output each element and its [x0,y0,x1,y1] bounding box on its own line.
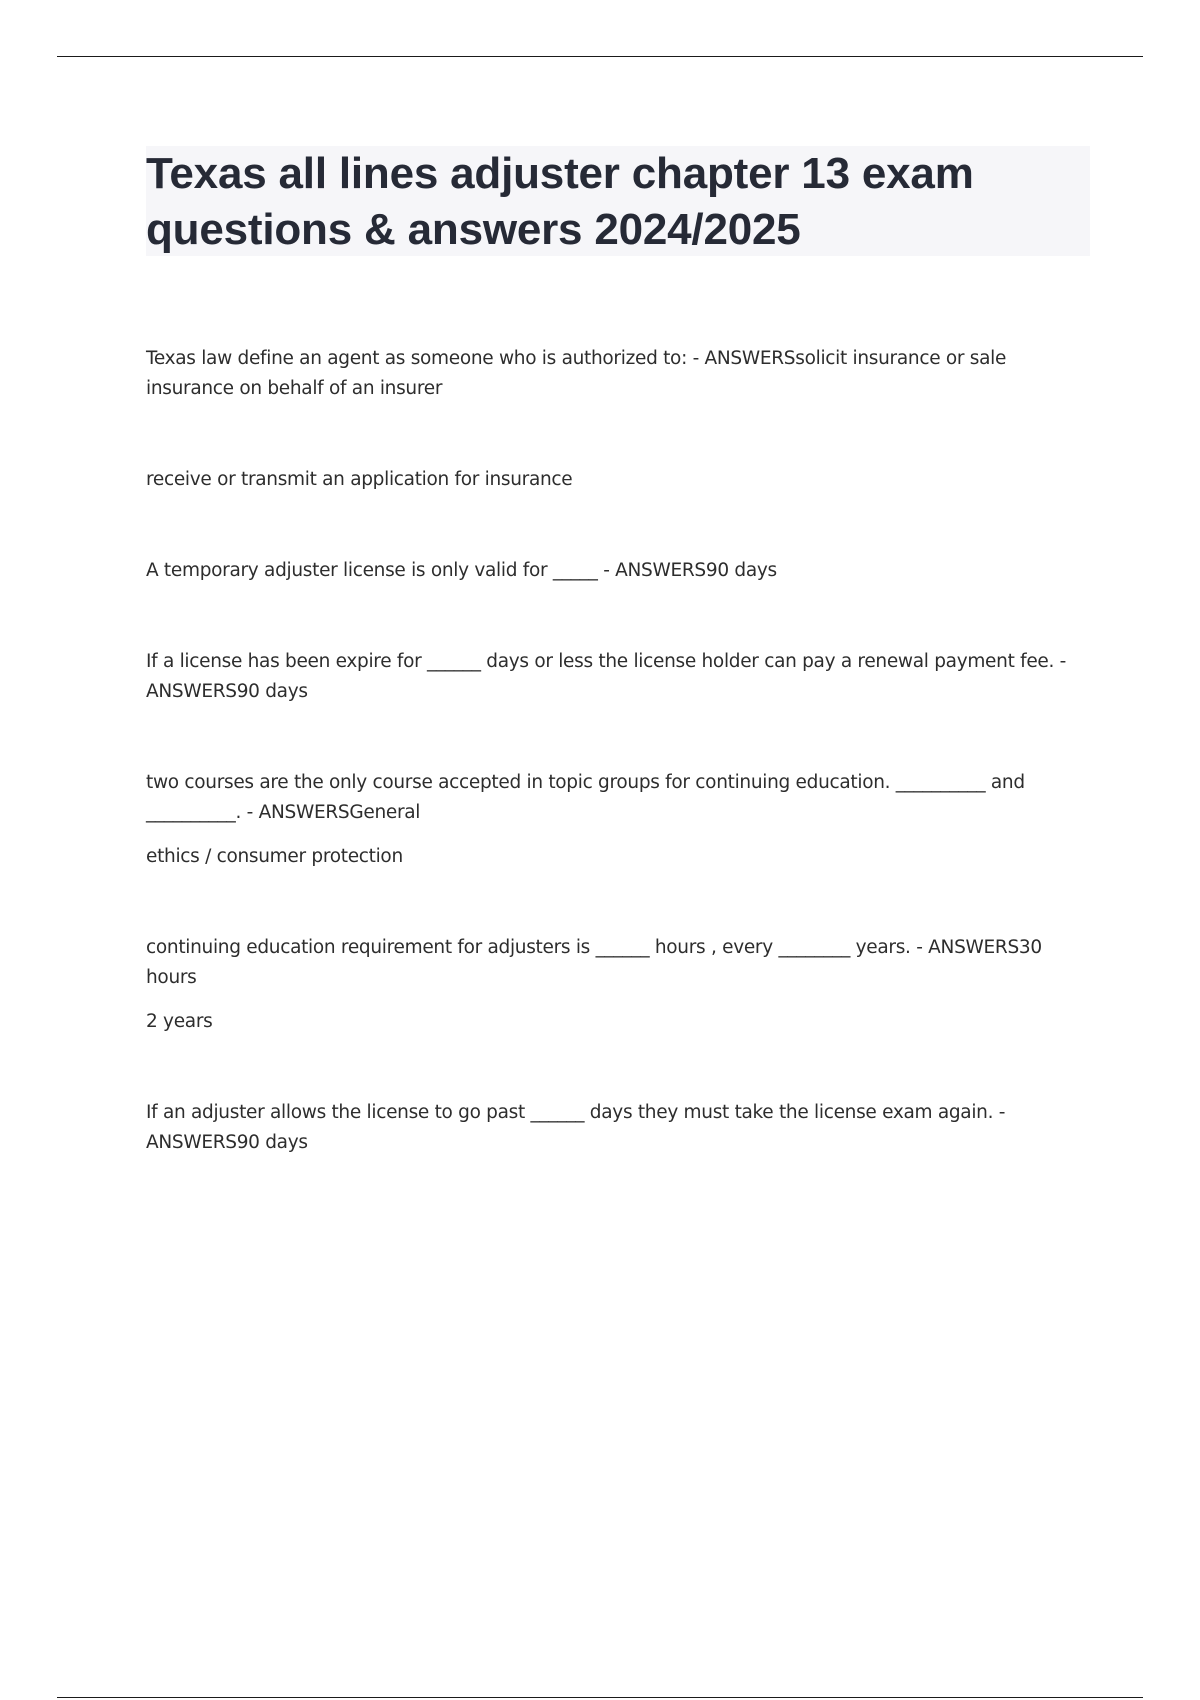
qa-item-continuation: ethics / consumer protection [146,846,403,867]
top-divider [57,56,1143,57]
qa-list [146,344,1076,1158]
qa-item: A temporary adjuster license is only valid for _____ - ANSWERS90 days [146,560,777,581]
qa-item: Texas law define an agent as someone who is authorized to: - ANSWERSsolicit insurance or sale insurance on behalf of an insurer [146,348,1007,399]
title-block [146,146,1090,256]
qa-item: receive or transmit an application for insurance [146,469,573,490]
document-title: Texas all lines adjuster chapter 13 exam questions & answers 2024/2025 [146,149,974,254]
qa-item: If an adjuster allows the license to go past ______ days they must take the license exam again. - ANSWERS90 days [146,1102,1006,1153]
qa-item-continuation: 2 years [146,1011,213,1032]
qa-item: If a license has been expire for ______ days or less the license holder can pay a renewal payment fee. - ANSWERS90 days [146,651,1067,702]
qa-item: continuing education requirement for adjusters is ______ hours , every ________ years. - ANSWERS30 hours [146,937,1042,988]
bottom-divider [57,1697,1143,1698]
qa-item: two courses are the only course accepted in topic groups for continuing education. __________ and __________. - ANSWERSGeneral [146,772,1025,823]
